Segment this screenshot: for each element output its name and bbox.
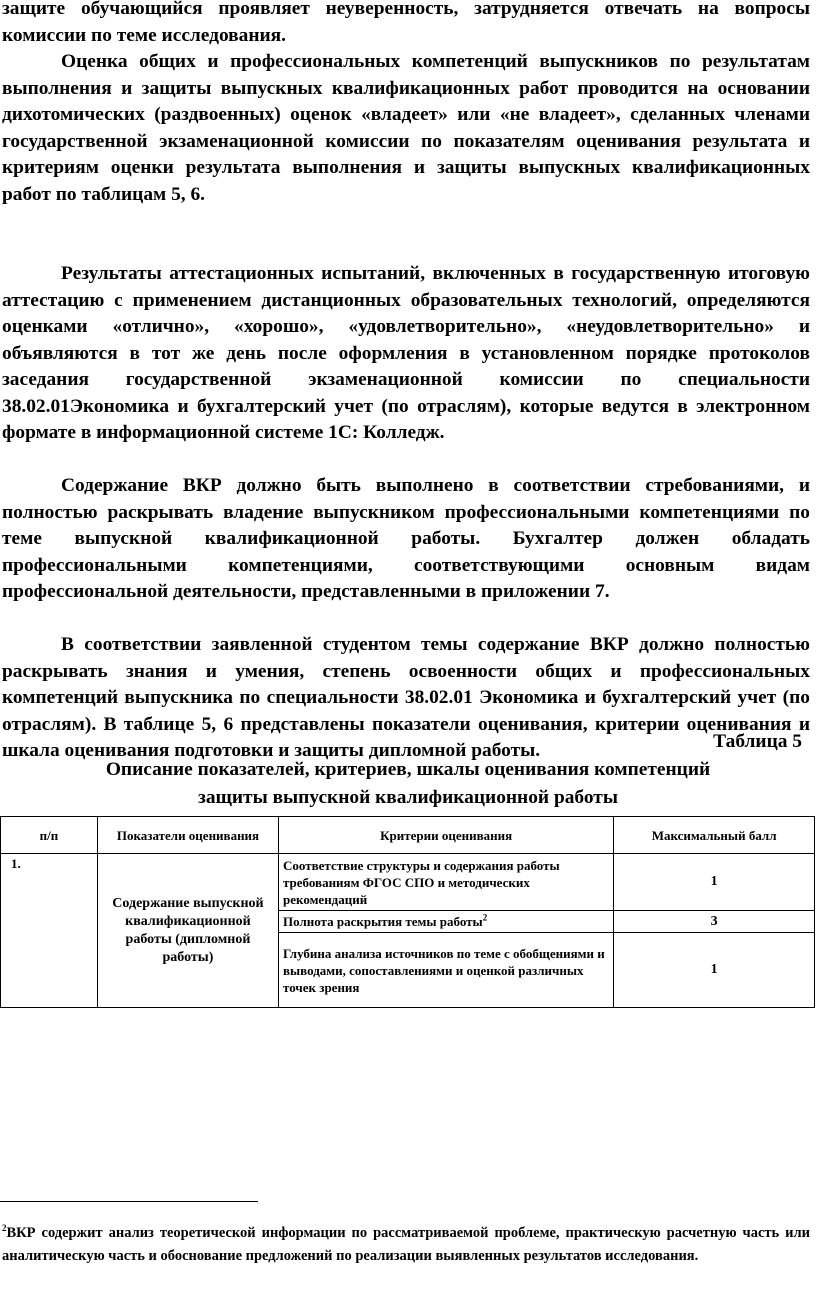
footnote-separator: [0, 1201, 258, 1202]
footnote: [2, 1222, 810, 1268]
paragraph-competence-assessment: Оценка общих и профессиональных компетенций выпускников по результатам выполнения и защиты выпускных квалификационных работ проводится на основании дихотомических (раздвоенных) оценок «владеет» или «не владеет», сделанных членами государственной экзаменационной комиссии по показателям оценивания результата и критериям оценки результата выполнения и защиты выпускных квалификационных работ по таблицам 5, 6.: [2, 51, 810, 205]
table-header-row: [1, 817, 815, 854]
paragraph-continuation: защите обучающийся проявляет неуверенность, затрудняется отвечать на вопросы комиссии по теме исследования.: [2, 0, 810, 46]
score-cell: 3: [614, 911, 815, 933]
footnote-text: ВКР содержит анализ теоретической информации по рассматриваемой проблеме, практическую расчетную часть или аналитическую часть и обоснование предложений по реализации выявленных результатов исследования.: [2, 1225, 810, 1264]
criterion-text: Полнота раскрытия темы работы: [283, 914, 483, 929]
footnote-ref: 2: [482, 912, 488, 923]
criterion-cell: [279, 911, 614, 933]
table-title-line-1: Описание показателей, критериев, шкалы оценивания компетенций: [105, 759, 711, 780]
score-cell: 1: [614, 933, 815, 1008]
score-cell: 1: [614, 854, 815, 911]
row-number: 1.: [1, 854, 98, 1008]
header-number: п/п: [1, 817, 98, 854]
header-criteria: Критерии оценивания: [279, 817, 614, 854]
paragraph-vkr-content: Содержание ВКР должно быть выполнено в соответствии стребованиями, и полностью раскрывать владение выпускником профессиональными компетенциями по теме выпускной квалификационной работы. Бухгалтер должен обладать профессиональными компетенциями, соответствующими основным видам профессиональной деятельности, представленными в приложении 7.: [2, 475, 810, 602]
paragraph-vkr-requirements: В соответствии заявленной студентом темы содержание ВКР должно полностью раскрывать знания и умения, степень освоенности общих и профессиональных компетенций выпускника по специальности 38.02.01 Экономика и бухгалтерский учет (по отраслям). В таблице 5, 6 представлены показатели оценивания, критерии оценивания и шкала оценивания подготовки и защиты дипломной работы.: [2, 634, 810, 761]
indicator-cell: Содержание выпускной квалификационной работы (дипломной работы): [97, 854, 278, 1008]
criterion-cell: Глубина анализа источников по теме с обобщениями и выводами, сопоставлениями и оценкой различных точек зрения: [279, 933, 614, 1008]
criterion-cell: Соответствие структуры и содержания работы требованиям ФГОС СПО и методических рекомендаций: [279, 854, 614, 911]
assessment-table: [0, 816, 815, 1008]
table-row: [1, 854, 815, 911]
header-indicators: Показатели оценивания: [97, 817, 278, 854]
table-label: Таблица 5: [713, 731, 802, 752]
footnote-mark: 2: [2, 1223, 7, 1234]
table-title-line-2: защиты выпускной квалификационной работы: [198, 787, 618, 808]
header-max-score: Максимальный балл: [614, 817, 815, 854]
paragraph-attestation-results: Результаты аттестационных испытаний, включенных в государственную итоговую аттестацию с применением дистанционных образовательных технологий, определяются оценками «отлично», «хорошо», «удовлетворительно», «неудовлетворительно» и объявляются в тот же день после оформления в установленном порядке протоколов заседания государственной экзаменационной комиссии по специальности 38.02.01Экономика и бухгалтерский учет (по отраслям), которые ведутся в электронном формате в информационной системе 1С: Колледж.: [2, 263, 810, 443]
